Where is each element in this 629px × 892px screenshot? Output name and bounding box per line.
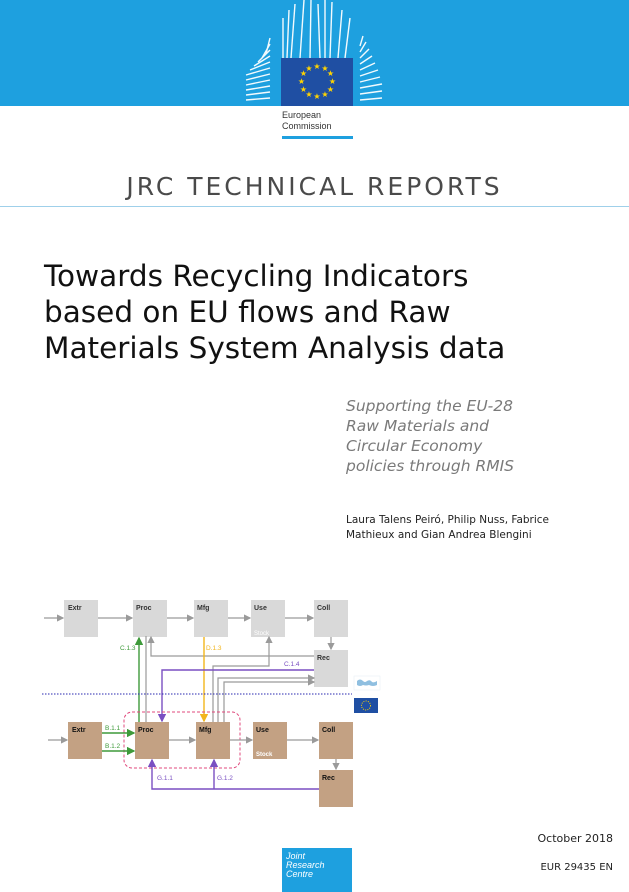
flow-label-g12: G.1.2	[217, 775, 233, 782]
subtitle-line-1: Supporting the EU-28	[346, 397, 513, 415]
eu-node-proc-label: Proc	[138, 727, 154, 734]
logo-line-2: Commission	[282, 121, 332, 131]
eu-node-extr-label: Extr	[72, 727, 86, 734]
subtitle-line-4: policies through RMIS	[346, 457, 515, 475]
authors-line-2: Mathieux and Gian Andrea Blengini	[346, 529, 532, 541]
series-title: JRC TECHNICAL REPORTS	[126, 172, 503, 201]
header-rule	[0, 206, 629, 207]
report-number: EUR 29435 EN	[540, 862, 613, 873]
flow-label-c13: C.1.3	[120, 645, 136, 652]
global-node-extr-label: Extr	[68, 605, 82, 612]
flow-label-d13: D.1.3	[206, 645, 222, 652]
global-node-use-label: Use	[254, 605, 267, 612]
global-node-coll-label: Coll	[317, 605, 331, 612]
global-stock-label: Stock	[254, 631, 270, 637]
global-node-mfg-label: Mfg	[197, 605, 210, 612]
authors-line-1: Laura Talens Peiró, Philip Nuss, Fabrice	[346, 514, 550, 526]
ec-logo-text	[282, 110, 332, 132]
flow-g11	[152, 760, 319, 789]
subtitle-line-3: Circular Economy	[346, 437, 483, 455]
svg-text:★: ★	[313, 92, 321, 101]
flow-label-b11: B.1.1	[105, 725, 121, 732]
flow-label-c14: C.1.4	[284, 661, 300, 668]
svg-text:★: ★	[326, 69, 335, 78]
title-line-3: Materials System Analysis data	[44, 331, 506, 365]
eu-node-use-label: Use	[256, 727, 269, 734]
svg-text:★: ★	[305, 90, 313, 99]
report-subtitle	[346, 396, 606, 476]
title-line-1: Towards Recycling Indicators	[44, 259, 469, 293]
flow-to-rec-global	[218, 678, 314, 722]
svg-text:★: ★	[299, 85, 308, 94]
svg-text:★: ★	[305, 64, 313, 73]
logo-line-1: European	[282, 110, 322, 120]
publication-date: October 2018	[537, 832, 613, 845]
report-authors	[346, 513, 616, 543]
flow-use-to-rec	[224, 682, 314, 722]
global-node-proc-label: Proc	[136, 605, 152, 612]
logo-underline	[282, 136, 353, 139]
eu-flag-icon	[281, 58, 353, 106]
flow-rec-to-proc	[151, 637, 314, 656]
svg-text:★: ★	[321, 64, 329, 73]
global-node-rec-label: Rec	[317, 655, 330, 662]
subtitle-line-2: Raw Materials and	[346, 417, 490, 435]
world-map-icon	[354, 676, 380, 690]
svg-text:★: ★	[328, 77, 337, 86]
jrc-logo	[282, 848, 352, 892]
title-line-2: based on EU flows and Raw	[44, 295, 451, 329]
svg-text:★: ★	[321, 90, 329, 99]
jrc-line-3: Centre	[286, 869, 314, 879]
jrc-line-2: Research	[286, 860, 325, 870]
svg-text:★: ★	[299, 69, 308, 78]
eu-flag-small-icon	[354, 698, 378, 713]
eu-stock-label: Stock	[256, 752, 273, 758]
flow-label-b12: B.1.2	[105, 743, 121, 750]
eu-node-mfg-label: Mfg	[199, 727, 212, 734]
svg-text:★: ★	[326, 85, 335, 94]
flow-label-g11: G.1.1	[157, 775, 173, 782]
eu-node-rec-label: Rec	[322, 775, 335, 782]
report-title	[44, 258, 604, 366]
svg-text:★: ★	[313, 62, 321, 71]
flow-diagram	[38, 590, 388, 810]
jrc-line-1: Joint	[286, 851, 306, 861]
jrc-logo-text	[286, 852, 325, 879]
eu-node-coll-label: Coll	[322, 727, 336, 734]
svg-text:★: ★	[297, 77, 306, 86]
